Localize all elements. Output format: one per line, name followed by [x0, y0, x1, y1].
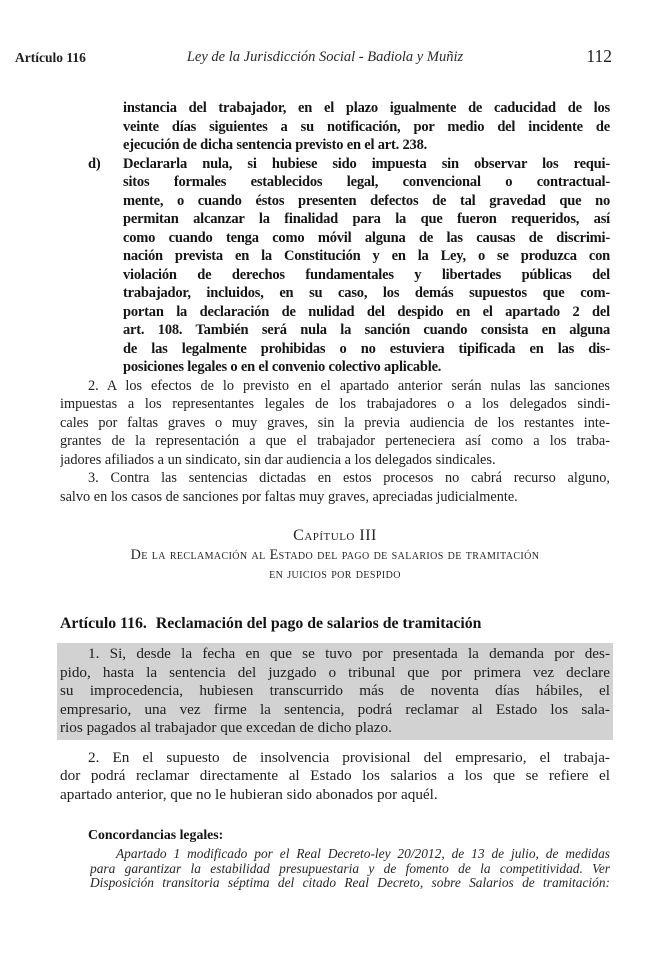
list-item-d [88, 155, 610, 377]
text-line: 2. En el supuesto de insolvencia provisional del empresario, el trabaja- [88, 748, 610, 766]
paragraph-art115-3 [60, 469, 610, 506]
header-book-title: Ley de la Jurisdicción Social - Badiola y Muñiz [186, 49, 464, 65]
text-line: veinte días siguientes a su notificación, por medio del incidente de [123, 118, 610, 135]
text-line: de las legalmente prohibidas o no estuviera tipificada en las dis- [123, 340, 610, 357]
concordances-section [60, 827, 610, 891]
article-heading [60, 613, 610, 634]
list-item-c-continuation [123, 99, 610, 155]
text-line: como cuando tenga como móvil alguna de las causas de discrimi- [123, 229, 610, 246]
text-line: portan la declaración de nulidad del despido en el apartado 2 del [123, 303, 610, 320]
chapter-subtitle-line1: De la reclamación al Estado del pago de salarios de tramitación [130, 547, 540, 563]
article-title: Reclamación del pago de salarios de tramitación [155, 615, 482, 632]
text-line: jadores afiliados a un sindicato, sin dar audiencia a los delegados sindicales. [60, 451, 496, 468]
text-line: su improcedencia, hubiesen transcurrido más de noventa días hábiles, el [60, 682, 610, 699]
chapter-heading [60, 526, 610, 583]
concordances-text [90, 847, 610, 891]
text-line: empresario, una vez firme la sentencia, podrá reclamar al Estado los sala- [60, 700, 610, 718]
chapter-subtitle-line2: en juicios por despido [269, 565, 401, 582]
text-line: para garantizar la estabilidad presupuestaria y de fomento de la competitividad. Ver [90, 861, 610, 876]
text-line: dor podrá reclamar directamente al Estado los salarios a los que se refiere el [60, 767, 610, 784]
text-line: instancia del trabajador, en el plazo igualmente de caducidad de los [123, 100, 610, 116]
text-line: 3. Contra las sentencias dictadas en estos procesos no cabrá recurso alguno, [88, 470, 610, 486]
chapter-title: Capítulo III [293, 527, 377, 544]
text-line: pido, hasta la sentencia del juzgado o tribunal que por primera vez declare [60, 663, 610, 681]
list-item-d-marker: d) [88, 155, 101, 172]
text-line: trabajador, incluidos, en su caso, los demás supuestos que com- [123, 285, 610, 301]
text-line: posiciones legales o en el convenio colectivo aplicable. [123, 359, 442, 375]
text-line: Disposición transitoria séptima del citado Real Decreto, sobre Salarios de tramitación: [90, 876, 610, 891]
text-line: impuestas a los representantes legales de los trabajadores o a los delegados sindi- [60, 396, 610, 412]
text-line: grantes de la representación a que el trabajador perteneciera así como a los traba- [60, 433, 610, 449]
page-content [60, 99, 610, 891]
text-line: apartado anterior, que no le hubieran sido abonados por aquél. [60, 785, 438, 803]
concordances-heading: Concordancias legales: [88, 827, 224, 842]
text-line: Apartado 1 modificado por el Real Decreto-ley 20/2012, de 13 de julio, de medidas [116, 847, 610, 861]
text-line: 1. Si, desde la fecha en que se tuvo por presentada la demanda por des- [88, 645, 610, 662]
highlight-box [57, 643, 613, 740]
text-line: permitan alcanzar la finalidad para la que fueron requeridos, así [123, 211, 610, 227]
text-line: cales por faltas graves o muy graves, sin la previa audiencia de los restantes inte- [60, 414, 610, 431]
text-line: art. 108. También será nula la sanción cuando consista en alguna [123, 322, 610, 338]
article-number: Artículo 116. [60, 615, 147, 632]
text-line: salvo en los casos de sanciones por faltas muy graves, apreciadas judicialmente. [60, 488, 518, 505]
list-item-d-text [123, 155, 610, 377]
text-line: Declararla nula, si hubiese sido impuesta sin observar los requi- [123, 155, 610, 172]
text-line: violación de derechos fundamentales y libertades públicas del [123, 266, 610, 283]
paragraph-art116-2 [60, 749, 610, 805]
text-line: rios pagados al trabajador que excedan de dicho plazo. [60, 719, 392, 736]
header-article-ref: Artículo 116 [15, 50, 86, 65]
header-page-number: 112 [586, 46, 612, 66]
text-line: sitos formales establecidos legal, convencional o contractual- [123, 174, 610, 190]
paragraph-art116-1-highlighted [60, 645, 610, 738]
page-header [0, 46, 650, 68]
paragraph-art115-2 [60, 377, 610, 470]
text-line: ejecución de dicha sentencia previsto en el art. 238. [123, 137, 428, 153]
text-line: mente, o cuando éstos presenten defectos de tal gravedad que no [123, 192, 610, 209]
text-line: 2. A los efectos de lo previsto en el apartado anterior serán nulas las sanciones [88, 377, 610, 394]
text-line: nación prevista en la Constitución y en la Ley, o se produzca con [123, 248, 610, 264]
